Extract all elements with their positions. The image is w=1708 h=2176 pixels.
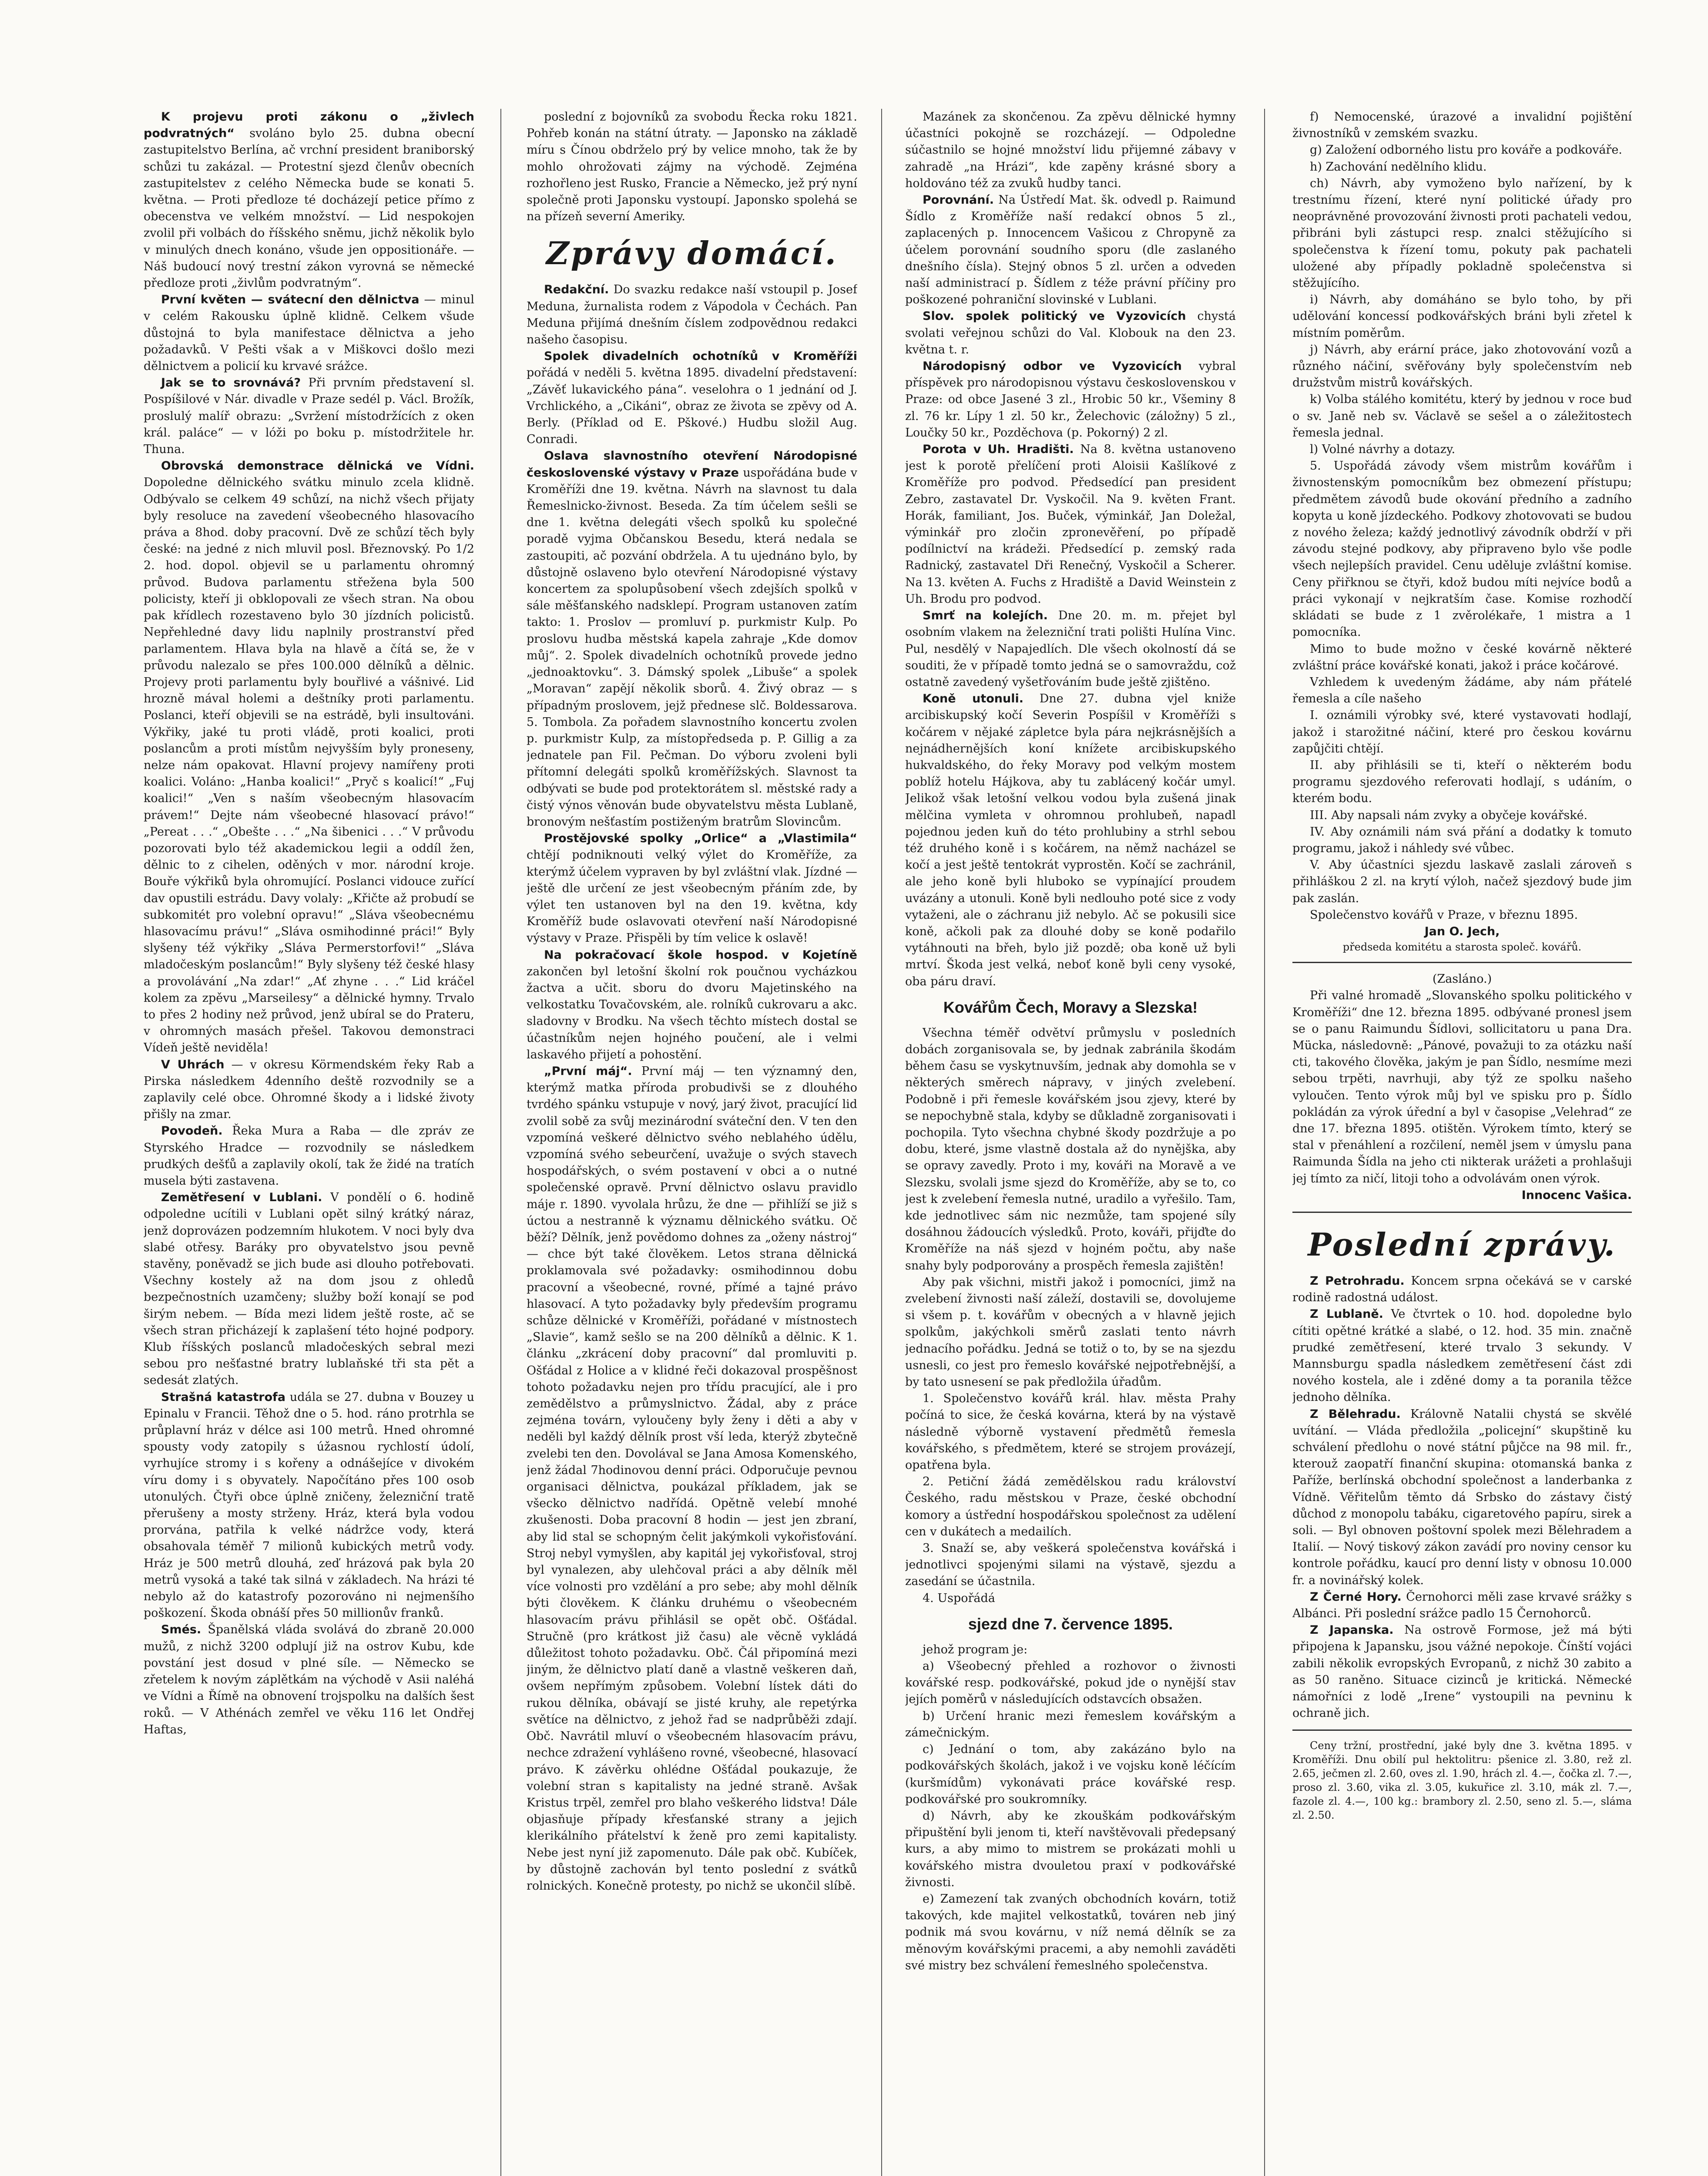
article-paragraph <box>1292 1622 1632 1722</box>
article-text: Při prvním představení sl. Pospíšilové v Nár. divadle v Praze sedél p. Václ. Brožík, proslulý malíř obrazu: „Svržení místodržících z oken král. paláce“ — v lóži po boku p. místodržitele hr. Thuna. <box>144 376 474 457</box>
article-paragraph <box>1292 175 1632 292</box>
article-paragraph <box>1292 707 1632 757</box>
article-paragraph <box>527 448 857 830</box>
zaslano-signature: Innocenc Vašica. <box>1521 1188 1632 1202</box>
article-paragraph <box>905 1708 1236 1741</box>
article-text: e) Zamezení tak zvaných obchodních kovárn, totiž takových, kde majitel velkostatků, továren neb jiný podnik má svou kovárnu, v níž nemá dělník se za měnovým kovářskými pracemi, a aby nemohli zaváděti své mistry bez schválení řemeslného společenstva. <box>905 1892 1236 1972</box>
article-text: Dne 27. dubna vjel kniže arcibiskupský kočí Severin Pospíšil v Kroměříži s kočárem v nějaké zápletce byla pára nejkrásnějších a nejnádhernějších koní knížete arcibiskupského hukvaldského, do řeky Moravy pod velkým mostem poblíž hotelu Hájkova, aby tu zablácený kočár umyl. Jelikož však letošní velkou vodou byla zušená jinak mělčina vymleta v ohromnou prohlubeň, napadl pojednou jeden kuň do této prohlubiny a strhl sebou též druhého koně i s kočárem, na němž nacházel se kočí a jest ještě tentokrát vyprostěn. Kočí se zachránil, ale jeho koně byli hluboko se vypínající proudem uvázány a utonuli. Koně byli nedlouho poté sice z vody vytaženi, ale o záchranu již nebylo. Ač se pokusili sice koně, ačkoli pak za dlouhé doby se koně podařilo vytáhnouti na břeh, bylo již pozdě; oba koně už byli mrtví. Škoda jest velká, neboť koně byli ceny vysoké, oba páru draví. <box>905 692 1236 988</box>
article-text: Všechna téměř odvětví průmyslu v posledních dobách zorganisovala se, by jednak zabránila škodám během času se vyskytnuvším, jednak aby domohla se v některých směrech nápravy, v jiných zvelebení. Podobně i při řemesle kovářském jsou zjevy, které by se nepochybně stala, kdyby se důkladně zorganisovati i pochopila. Tyto všechna chybné škody pozdržuje a po dobu, které, jsme vlastně dostala až do nynějška, aby se opravy zavedly. Proto i my, kováři na Moravě a ve Slezsku, svolali jsme sjezd do Kroměříže, aby se to, co jest k zvelebení řemesla nutné, uradilo a vyřešilo. Tam, kde jednotlivec sám nic nezmůže, tam spojené síly dosáhnou žádoucích výsledků. Proto, kováři, přijďte do Kroměříže na náš sjezd v hojném počtu, aby naše snahy byly podporovány a prospěch řemesla zajištěn! <box>905 1026 1236 1273</box>
article-text: j) Návrh, aby erární práce, jako zhotovování vozů a různého náčiní, svěřovány byly společenstvím neb družstvům mistrů kovářských. <box>1292 343 1632 390</box>
article-lead: Spolek divadelních ochotníků v Kroměříži <box>544 349 857 363</box>
article-text: První máj — ten významný den, kterýmž matka příroda probudivši se z dlouhého tvrdého spánku vstupuje v nový, jarý život, pracující lid zvolil sobě za svůj mezinárodní sváteční den. V ten den vzpomíná veškeré dělnictvo svého neblahého údělu, vzpomíná svého sebeurčení, uvažuje o svých stavech hospodářských, o svém postavení v obci a o nutné společenské opravě. První dělnictvo oslavu pravidlo máje r. 1890. vyvolala hrůzu, že dne — přihlíží se již s úctou a nestranně k významu dělnického svátku. Oč běží? Dělník, jenž povědomo dohnes za „oženy nástroj“ — chce být také člověkem. Letos strana dělnická proklamovala své požadavky: osmihodinnou dobu pracovní a všeobecné, rovné, přímé a tajné právo hlasovací. A tyto požadavky byly především programu schůze dělnické v Kroměříži, pořádané v místnostech „Slavie“, kamž sešlo se na 200 dělníků a dělnic. K 1. článku „zkrácení doby pracovní“ dal promluviti p. Ošťádal z Holice a v klidné řeči dokazoval prospěšnost tohoto požadavku nejen pro třídu pracující, ale i pro zemědělstvo a průmyslnictvo. Žádal, aby z práce zejména továrn, vyloučeny byly ženy i děti a aby v neděli byl každý dělník prost vší leda, kterýž zbytečně zvelebi ten den. Dovolával se Jana Amosa Komenského, jenž žádal 7hodinovou denní práci. Odporučuje pevnou organisaci dělnictva, poukázal příkladem, jak se všecko dělnictvo nadřídá. Opětně velebí mnohé zkušenosti. Doba pracovní 8 hodin — jest jen zbraní, aby lid stal se schopným čelit jakýmkoli vykořisťování. Stroj nebyl vymyšlen, aby kapitál jej vykořisťoval, stroj byl vynalezen, aby ulehčoval práci a aby dělník měl více volnosti pro vzdělání a pro sebe; aby mohl dělník býti člověkem. K článku druhému o všeobecném hlasovacím právu přihlásil se opět obč. Ošťádal. Stručně (pro krátkost již času) ale věcně vykládá důležitost tohoto požadavku. Obč. Čál připomíná mezi jiným, že dělnictvo platí daně a vlastně veškeren daň, ovšem nepřímým způsobem. Volební lístek dáti do rukou dělníka, obávají se jisté kruhy, ale repetýrka světíce na dělnictvo, z jehož řad se nadprůběži zdají. Obč. Navrátil mluví o všeobecném hlasovacím právu, nechce zdražení vyhlášeno rovné, všeobecné, hlasovací právo. K závěrku ohlédne Ošťádal poukazuje, že volební stran s kapitalisty na jedné straně. Avšak Kristus trpěl, zemřel pro blaho veškerého lidstva! Dále objasňuje případy křesťanské strany a jejich klerikálního přátelství k ženě pro zemi kapitalisty. Nebe jest nyní již zapomenuto. Dále pak obč. Kubíček, by důstojně zachován byl tento poslední z svátků rolnických. Konečně protesty, po nichž se ukončil slíbě. <box>527 1064 857 1893</box>
article-paragraph <box>905 1474 1236 1540</box>
article-paragraph <box>1292 441 1632 458</box>
article-paragraph <box>905 1390 1236 1474</box>
article-lead: Povodeň. <box>161 1124 223 1138</box>
article-lead: Z Petrohradu. <box>1310 1274 1405 1288</box>
article-text: Na ostrově Formose, jež má býti připojena k Japansku, jsou vážné nepokoje. Čínští vojáci zabili několik evropských Evropanů, z nichž 30 zabito a as 50 raněno. Situace cizinců je kritická. Německé námořníci z lodě „Irene“ vystoupili na pevninu k ochraně jich. <box>1292 1623 1632 1720</box>
article-text: — minul v celém Rakousku úplně klidně. Celkem všude důstojná to byla manifestace dělnictva a jeho požadavků. V Pešti však a v Miškovci došlo mezi dělnictvem a policií ku krvavé srážce. <box>144 293 474 373</box>
article-paragraph <box>144 1189 474 1389</box>
article-text: udála se 27. dubna v Bouzey u Epinalu v Francii. Těhož dne o 5. hod. ráno protrhla se průplavní hráz v délce asi 100 metrů. Hned ohromné spousty vody zatopily s úžasnou rychlostí údolí, vyrhujíce stromy i s kořeny a odnášejíce v divokém víru domy i s obyvately. Napočítáno přes 100 osob utonulých. Čtyři obce úplně zničeny, železniční tratě přerušeny a mosty strženy. Hráz, která byla vodou prorvána, patřila k velké nádržce vody, která obsahovala téměř 7 milionů kubických metrů vody. Hráz je 500 metrů dlouhá, zeď hrázová pak byla 20 metrů vysoká a také tak silná v základech. Na hrázi té nebylo až do katastrofy pozorováno ni nejmenšího poškození. Škoda obnáší přes 50 millionův franků. <box>144 1390 474 1620</box>
article-text: pořádá v neděli 5. května 1895. divadelní představení: „Závěť lukavického pána“. veselohra o 1 jednání od J. Vrchlického, a „Cikáni“, obraz ze života se zpěvy od A. Berly. (Příklad od E. Pškové.) Hudbu složil Aug. Conradi. <box>527 366 857 447</box>
article-text: III. Aby napsali nám zvyky a obyčeje kovářské. <box>1310 808 1588 822</box>
section-heading-domestic-news: Zprávy domácí. <box>546 235 838 272</box>
article-text: uspořádána bude v Kroměříži dne 19. května. Návrh na slavnost tu dala Řemeslnicko-živnost. Beseda. Za tím účelem sešli se dne 1. května delegáti všech spolků ku společné poradě vyjma Občanskou Besedu, která nedala se zastoupiti, ač pozvání obdržela. A tu ujednáno bylo, by důstojně oslaveno bylo otevření Národopisné výstavy koncertem za spolupůsobení všech zdejších spolků v sále měšťanského nadsklepí. Program ustanoven zatím takto: 1. Proslov — promluví p. purkmistr Kulp. Po proslovu hudba městská kapela zahraje „Kde domov můj“. 2. Spolek divadelních ochotníků provede jedno „jednoaktovku“. 3. Dámský spolek „Libuše“ a spolek „Moravan“ zapějí několik sborů. 4. Živý obraz — s případným proslovem, jejž přednese slč. Boldessarova. 5. Tombola. Za pořadem slavnostního koncertu zvolen p. purkmistr Kulp, za místopředseda p. P. Gillig a za jednatele pan Fil. Pečman. Do výboru zvoleni byli přítomní delegáti spolků kroměřížských. Slavnost ta odbývati se bude pod protektorátem sl. městské rady a čistý výnos věnován bude obyvatelstvu města Lublaně, bronovým nešťastím postiženým bratrům Slovincům. <box>527 466 857 829</box>
article-paragraph <box>144 458 474 1056</box>
article-text: Při valné hromadě „Slovanského spolku politického v Kroměříži“ dne 12. března 1895. odbývané pronesl jsem se o panu Raimundu Šídlovi, sollicitatoru u pana Dra. Mücka, následovně: „Pánové, považuji to za otázku naší cti, takového člověka, jakým je pan Šídlo, nesmíme mezi sebou trpěti, navrhuji, aby týž ze spolku našeho vyloučen. Tento výrok můj byl ve spisku pro p. Šídlo pokládán za výrok úřední a byl v časopise „Velehrad“ ze dne 17. března 1895. otištěn. Výrokem tímto, který se stal v přenáhlení a rozčilení, neměl jsem v úmyslu pana Raimunda Šídla na jeho cti nikterak urážeti a prohlašuji jej tímto za ničí, litoji toho a odvolávám onen výrok. <box>1292 989 1632 1185</box>
article-lead: Oslava slavnostního otevření Národopisné československé výstavy v Praze <box>527 449 857 480</box>
section-divider <box>1292 1212 1632 1213</box>
article-text: Dopoledne dělnického svátku minulo zcela klidně. Odbývalo se celkem 49 schůzí, na nichž všech přijaty byly resoluce na zavedení všeobecného hlasovacího práva a 8hod. doby pracovní. Dvě ze schůzí těch byly české: na jedné z nich mluvil posl. Březnovský. Po 1/2 2. hod. dopol. objevil se u parlamentu ohromný průvod. Budova parlamentu střežena byla 500 policisty, kteří ji obklopovali ze všech stran. Na obou pak křídlech rozestaveno bylo 30 jízdních policistů. Nepřehledné davy lidu naplnily prostranství před parlamentem. Hlava byla na hlavě a čítá se, že v průvodu nalezalo se přes 100.000 dělníků a dělnic. Projevy proti parlamentu byly bouřlivé a vášnivé. Lid hrozně mával holemi a deštníky proti parlamentu. Poslanci, kteří objevili se na estrádě, byli insultováni. Výkřiky, jaké tu proti vládě, proti koalici, proti poslancům a proti místům nejvyšším byly proneseny, nelze nám opakovat. Hlavní projevy namířeny proti koalici. Voláno: „Hanba koalici!“ „Pryč s koalicí!“ „Fuj koalici!“ „Ven s naším všeobecným hlasovacím právem!“ Dejte nám všeobecné hlasovací právo!“ „Pereat . . .“ „Obešte . . .“ „Na šibenici . . .“ V průvodu pozorovati bylo též akademickou legii a oddíl žen, dělnic to z cihelen, oděných v mor. národní kroje. Bouře výkřiků byla ohromující. Poslanci vidouce zuřící dav opustili estrádu. Davy volaly: „Křičte až probudí se subkomitét pro volební opravu!“ „Sláva všeobecnému hlasovacímu právu!“ „Sláva osmihodinné práci!“ Byly slyšeny též výkřiky „Sláva Permerstorfovi!“ „Sláva mladočeským poslancům!“ Byly slyšeny též české hlasy a provolávání „Na zdar!“ „Ať zhyne . . .“ Lid kráčel kolem za zpěvu „Marseilesy“ a dělnické hymny. Trvalo to přes 2 hodiny než průvod, jenž ubíral se do Prateru, v ohromných masách přešel. Takovou demonstraci Vídeň ještě neviděla! <box>144 476 474 1055</box>
article-text: Do svazku redakce naší vstoupil p. Josef Meduna, žurnalista rodem z Vápodola v Čechách. Pan Meduna přijímá dnešním číslem zodpovědnou redakci našeho časopisu. <box>527 283 857 347</box>
article-text: b) Určení hranic mezi řemeslem kovářským a zámečnickým. <box>905 1709 1236 1739</box>
article-text: g) Založení odborného listu pro kováře a podkováře. <box>1310 143 1622 157</box>
article-paragraph <box>527 1063 857 1894</box>
article-text: Španělská vláda svolává do zbraně 20.000 mužů, z nichž 3200 odplují již na ostrov Kubu, kde povstání jest dosud v plné síle. — Německo se zřetelem k novým záplětkám na východě v Asii naléhá ve Vídni a Římě na obnovení trojspolku na dalších šest roků. — V Athénách zemřel ve věku 116 let Ondřej Haftas, <box>144 1623 474 1736</box>
article-paragraph <box>905 109 1236 192</box>
article-text: i) Návrh, aby domáháno se bylo toho, by při udělování koncessí podkovářských bráni byli zřetel k místním poměrům. <box>1292 293 1632 340</box>
article-lead: Prostějovské spolky „Orlice“ a „Vlastimila“ <box>544 832 857 846</box>
article-lead: V Uhrách <box>161 1058 225 1071</box>
article-lead: Redakční. <box>544 283 609 297</box>
article-paragraph <box>1292 807 1632 824</box>
article-lead: Strašná katastrofa <box>161 1390 286 1404</box>
article-paragraph <box>905 1590 1236 1607</box>
article-paragraph <box>1292 142 1632 158</box>
article-lead: K projevu proti zákonu o „živlech podvratných“ <box>144 110 474 141</box>
article-paragraph <box>527 830 857 947</box>
article-text: — v okresu Körmendském řeky Rab a Pirska následkem 4denního deště rozvodnily se a zaplavily celé obce. Ohromné škody a i lidské životy přišly na zmar. <box>144 1058 474 1122</box>
article-text: a) Všeobecný přehled a rozhovor o živnosti kovářské resp. podkovářské, pokud jde o nynější stav jejích poměrů v následujících odstavcích obsažen. <box>905 1659 1236 1706</box>
article-paragraph <box>905 1808 1236 1891</box>
article-paragraph <box>1292 1406 1632 1589</box>
article-lead: „První máj“. <box>544 1064 632 1078</box>
article-paragraph <box>905 358 1236 441</box>
article-paragraph <box>905 308 1236 358</box>
article-lead: Na pokračovací škole hospod. v Kojetíně <box>544 948 857 962</box>
article-text: chystá svolati veřejnou schůzi do Val. Klobouk na den 23. května t. r. <box>905 309 1236 356</box>
article-text: V pondělí o 6. hodině odpoledne ucítili v Lublani opět silný krátký náraz, jenž doprovázen podzemním hlukotem. V noci byly dva slabé otřesy. Baráky pro obyvatelstvo jsou pevně stavěny, poněvadž se jich bude asi dlouho potřebovati. Všechny kostely až na dom jsou z ohledů bezpečnostních uzamčeny; služby boží konají se pod širým nebem. — Bída mezi lidem ještě roste, ač se všech stran přicházejí k zaplašení této hojné podpory. Klub říšských poslanců mladočeských sebral mezi sebou pro nešťastné bratry lublaňské tři sta pět a sedesát zlatých. <box>144 1191 474 1387</box>
article-paragraph <box>905 1642 1236 1658</box>
article-paragraph <box>527 109 857 225</box>
market-prices: Ceny tržní, prostřední, jaké byly dne 3. května 1895. v Kroměříži. Dnu obilí pul hektolitru: pšenice zl. 3.80, rež zl. 2.65, ječmen zl. 2.60, oves zl. 1.90, hrách zl. 4.—, čočka zl. 7.—, proso zl. 3.60, vika zl. 3.05, kukuřice zl. 3.10, mák zl. 7.—, fazole zl. 4.—, 100 kg.: brambory zl. 2.50, seno zl. 5.—, sláma zl. 2.50. <box>1292 1739 1632 1822</box>
article-lead: První květen — svátecní den dělnictva <box>161 293 419 307</box>
article-text: 2. Petiční žádá zemědělskou radu království Českého, radu městskou v Praze, české obchodní komory a ústřední hospodářskou společnost za udělení cen v dukátech a medailích. <box>905 1475 1236 1538</box>
signature-name: Jan O. Jech, <box>1424 924 1500 938</box>
article-paragraph <box>1292 641 1632 674</box>
article-paragraph <box>1292 391 1632 441</box>
article-paragraph <box>905 1274 1236 1390</box>
article-paragraph <box>144 1389 474 1622</box>
article-text: chtějí podniknouti velký výlet do Kroměříže, za kterýmž účelem vypraven by byl zvláštní vlak. Jízdné — ještě dle určení ze jest všeobecným přáním zde, by výlet ten ustanoven byl na den 19. května, kdy Kroměříž bude oslavovati otevření naší Národopisné výstavy v Praze. Přispěli by tím velice k oslavě! <box>527 848 857 945</box>
article-paragraph <box>1292 857 1632 907</box>
article-text: Dne 20. m. m. přejet byl osobním vlakem na železniční trati polišti Hulína Vinc. Pul, nesdělý v Napajedlích. Dle všech okolností dá se souditi, že v případě tomto jedná se o samovraždu, což ostatně zavedený vyšetřováním bude ještě zjištěno. <box>905 609 1236 689</box>
article-paragraph <box>1292 824 1632 857</box>
article-text: h) Zachování nedělního klidu. <box>1310 160 1487 174</box>
column-2 <box>527 109 857 2176</box>
article-paragraph <box>1292 342 1632 392</box>
article-paragraph <box>527 947 857 1063</box>
article-lead: Koně utonuli. <box>923 692 1023 706</box>
article-paragraph <box>905 192 1236 308</box>
article-lead: Porovnání. <box>923 193 994 207</box>
article-lead: Z Japanska. <box>1310 1623 1394 1637</box>
section-divider <box>1292 1729 1632 1731</box>
column-1 <box>144 109 474 2176</box>
article-lead: Z Černé Hory. <box>1310 1590 1402 1604</box>
article-paragraph <box>905 1658 1236 1708</box>
signature-role: předseda komitétu a starosta společ. kovářů. <box>1342 941 1582 954</box>
article-lead: Z Lublaně. <box>1310 1307 1383 1321</box>
article-paragraph <box>1292 292 1632 342</box>
section-heading-latest-news: Poslední zprávy. <box>1308 1226 1617 1263</box>
column-3 <box>905 109 1236 2176</box>
article-text: 3. Snaží se, aby veškerá společenstva kovářská i jednotlivci spojenými silami na výstavě, sjezdu a zasedání se účastnila. <box>905 1541 1236 1588</box>
article-paragraph <box>1292 159 1632 175</box>
article-text: Na 8. května ustanoveno jest k porotě přelíčení proti Aloisii Kašlíkové z Kroměříže pro podvod. Předsedící pan president Zebro, zastavatel Dr. Vyskočil. Na 9. květen Frant. Horák, familiant, Jos. Buček, výminkář, Jan Doležal, výminkář pro zločin zpronevěření, po případě podílnictví na krádeži. Předsedící p. zemský rada Radnický, zastavatel Dři Renečný, Vyskočil a Scherer. Na 13. květen A. Fuchs z Hradiště a David Weinstein z Uh. Brodu pro podvod. <box>905 443 1236 606</box>
article-text: jehož program je: <box>923 1642 1028 1656</box>
article-text: Černohorci měli zase krvavé srážky s Albánci. Při poslední srážce padlo 15 Černohorců. <box>1292 1590 1632 1621</box>
article-paragraph <box>144 1057 474 1123</box>
article-paragraph <box>1292 458 1632 641</box>
article-lead: Porota v Uh. Hradišti. <box>923 443 1074 457</box>
article-text: l) Volné návrhy a dotazy. <box>1310 443 1456 457</box>
article-text: Mazánek za skončenou. Za zpěvu dělnické hymny účastníci pokojně se rozcházejí. — Odpoledne súčastnilo se hojné množství lidu přijemné zábavy v zahradě „na Hrázi“, kde zapěny krásné sbory a holdováno též za zvuků hudby tanci. <box>905 110 1236 190</box>
article-lead: Zemětřesení v Lublani. <box>161 1191 322 1205</box>
article-paragraph <box>1292 1273 1632 1306</box>
column-4 <box>1292 109 1632 2176</box>
article-lead: Smés. <box>161 1623 201 1637</box>
article-text: Vzhledem k uvedeným žádáme, aby nám přátelé řemesla a cíle našeho <box>1292 675 1632 706</box>
article-paragraph <box>1292 674 1632 707</box>
article-text: c) Jednání o tom, aby zakázáno bylo na podkovářských školách, jakož i ve vojsku koně léčícím (kuršmídům) vykonávati práce kovářské resp. podkovářské pro soukromníky. <box>905 1743 1236 1806</box>
article-paragraph <box>527 282 857 348</box>
article-text: 5. Uspořádá závody všem mistrům kovářům i živnostenským pomocníkům bez obmezení přístupu; předmětem závodů bude okování předního a zadního kopyta u koně jízdeckého. Podkovy zhotovovati se budou z nového železa; každý jednotlivý závodník obdrží v při závodu stejné podkovy, aby připraveno bylo vše podle všech nejlepších pravidel. Cenu uděluje zvláštní komise. Ceny přiřknou se čtyři, kdož budou míti nejvíce bodů a práci vykonají v nejkratším čase. Komise rozhodčí skládati se bude z 1 zvěrolékaře, 1 mistra a 1 pomocníka. <box>1292 459 1632 639</box>
article-lead: Z Bělehradu. <box>1310 1407 1401 1421</box>
article-lead: Jak se to srovnává? <box>161 376 301 390</box>
article-text: ch) Návrh, aby vymoženo bylo nařízení, by k trestnímu řízení, které nyní politické úřady pro neoprávněné provozování živnosti proti pachateli vedou, přibráni byli zástupci resp. znalci stěžujícího si společenstva k řízení tomu, pokuty pak pachateli uložené aby případly pokladně společenstva si stěžujícího. <box>1292 176 1632 290</box>
zaslano-label: (Zasláno.) <box>1432 972 1492 986</box>
zaslano-text <box>1292 987 1632 1187</box>
article-paragraph <box>1292 907 1632 923</box>
article-text: IV. Aby oznámili nám svá přání a dodatky k tomuto programu, jakož i náhledy své vůbec. <box>1292 825 1632 855</box>
article-text: Na Ústředí Mat. šk. odvedl p. Raimund Šídlo z Kroměříže naší redakcí obnos 5 zl., zaplacených p. Innocencem Vašicou z Chropyně za účelem porovnání soudního sporu (dle zaslaného dnešního čísla). Stejný obnos 5 zl. určen a odveden naší administrací p. Šídlem z téže právní příčiny pro poškozené pohraniční slovinské v Lublani. <box>905 193 1236 307</box>
article-paragraph <box>905 1540 1236 1590</box>
article-lead: Slov. spolek politický ve Vyzovicích <box>923 309 1186 323</box>
article-lead: Smrť na kolejích. <box>923 609 1048 623</box>
article-paragraph <box>1292 1589 1632 1622</box>
article-text: I. oznámili výrobky své, které vystavovati hodlají, jakož i starožitné náčiní, které pro českou kovárnu zapůjčiti chtějí. <box>1292 709 1632 756</box>
article-text: Společenstvo kovářů v Praze, v březnu 1895. <box>1310 908 1578 922</box>
column-divider <box>1264 109 1265 2176</box>
article-text: 1. Společenstvo kovářů král. hlav. města Prahy počíná to sice, že česká kovárna, která by na výstavě následně výborně vystavení předmětů řemesla kovářského, s předmětem, které se strojem provázejí, opatřena byla. <box>905 1392 1236 1472</box>
article-lead: Národopisný odbor ve Vyzovicích <box>923 359 1182 373</box>
article-text: Koncem srpna očekává se v carské rodině radostná událost. <box>1292 1274 1632 1305</box>
section-heading-blacksmiths: Kovářům Čech, Moravy a Slezska! <box>943 998 1198 1016</box>
article-text: Mimo to bude možno v české kovárně některé zvláštní práce kovářské konati, jakož i práce kočárové. <box>1292 642 1632 672</box>
article-text: vybral příspěvek pro národopisnou výstavu československou v Praze: od obce Jasené 3 zl., Hrobic 50 kr., Všeminy 8 zl. 76 kr. Lípy 1 zl. 50 kr., Želechovic (záložny) 5 zl., Loučky 50 kr., Pozděchova (p. Pokorný) 2 zl. <box>905 359 1236 440</box>
article-paragraph <box>905 691 1236 990</box>
article-paragraph <box>527 348 857 448</box>
article-paragraph <box>144 1123 474 1189</box>
article-text: II. aby přihlásili se ti, kteří o některém bodu programu sjezdového referovati hodlají, s udáním, o kterém bodu. <box>1292 758 1632 806</box>
section-divider <box>1292 962 1632 963</box>
article-text: svoláno bylo 25. dubna obecní zastupitelstvo Berlína, ač vrchní president braniborský schůzi tu zakázal. — Protestní sjezd členův obecních zastupitelstev z celého Německa bude se konati 5. května. — Proti předloze té docházejí petice přímo z obecenstva ve velkém množství. — Lid nespokojen zvolil při volbách do říšského sněmu, jichž několik bylo v minulých dnech konáno, všude jen oppositionáře. — Náš budoucí nový trestní zákon vyrovná se německé předloze proti „živlům podvratným“. <box>144 127 474 290</box>
newspaper-page <box>144 109 1632 2176</box>
article-text: Aby pak všichni, mistři jakož i pomocníci, jimž na zvelebení živnosti naší záleží, dostavili se, dovolujeme si všem p. t. kovářům v obecných a v hlavně jejich spolkům, jakýchkoli směrů zaslati tento návrh jednacího pořádku. Jedná se totiž o to, by se na sjezdu usnesli, co jest pro řemeslo kovářské nejpotřebnější, a by tato usnesení se pak předložila úřadům. <box>905 1275 1236 1389</box>
article-paragraph <box>905 1741 1236 1808</box>
article-text: d) Návrh, aby ke zkouškám podkovářským připuštění byli jenom ti, kteří navštěvovali předepsaný kurs, a aby mimo to mistrem se prokázati mohli u kovářského mistra dvouletou praxí v podkovářské živnosti. <box>905 1809 1236 1889</box>
article-text: poslední z bojovníků za svobodu Řecka roku 1821. Pohřeb konán na státní útraty. — Japonsko na základě míru s Čínou obdrželo prý by velice mnoho, tak že by mohlo ohrožovati zájmy na východě. Zejména rozhořleno jest Rusko, Francie a Německo, jež prý nyní společně proti Japonsku vystoupí. Japonsko spolehá se na přízeň severní Ameriky. <box>527 110 857 224</box>
article-paragraph <box>1292 1306 1632 1406</box>
article-paragraph <box>1292 109 1632 142</box>
article-text: Řeka Mura a Raba — dle zpráv ze Styrského Hradce — rozvodnily se následkem prudkých dešťů a zaplavily okolí, tak že židé na tratích musela býti zastavena. <box>144 1124 474 1188</box>
article-text: Ve čtvrtek o 10. hod. dopoledne bylo cítiti opětné krátké a slabé, o 12. hod. 35 min. značně prudké zemětřesení, které trvalo 3 sekundy. V Mannsburgu spadla následkem zemětřesení část zdi nového kostela, ale i zděné domy a ta poranila těžce jednoho dělníka. <box>1292 1307 1632 1404</box>
article-paragraph <box>905 1891 1236 1974</box>
article-paragraph <box>144 1622 474 1738</box>
article-text: V. Aby účastníci sjezdu laskavě zaslali zároveň s přihláškou 2 zl. na krytí výloh, načež sjezdový bude jim pak zaslán. <box>1292 858 1632 905</box>
article-paragraph <box>905 441 1236 608</box>
article-paragraph <box>905 608 1236 691</box>
article-text: 4. Uspořádá <box>923 1591 995 1605</box>
article-paragraph <box>905 1025 1236 1274</box>
article-text: Královně Natalii chystá se skvělé uvítání. — Vláda předložila „policejní“ skupštině ku schválení předlohu o nové státní půjčce na 98 mil. fr., kterouž zaopatří finanční skupina: otomanská banka z Paříže, berlínská obchodní společnost a landerbanka z Vídně. Věřitelům těmto dá Srbsko do zástavy čistý důchod z monopolu tabáku, cigaretového papíru, sirek a soli. — Byl obnoven poštovní spolek mezi Bělehradem a Italií. — Nový tiskový zákon zavádí pro noviny censor ku kontrole pořádku, kaucí pro denní listy v obnosu 10.000 fr. a novinářský kolek. <box>1292 1407 1632 1587</box>
column-divider <box>881 109 882 2176</box>
article-text: f) Nemocenské, úrazové a invalidní pojištění živnostníků v zemském svazku. <box>1292 110 1632 141</box>
congress-date-heading: sjezd dne 7. července 1895. <box>968 1615 1173 1633</box>
article-paragraph <box>144 109 474 292</box>
article-paragraph <box>144 375 474 458</box>
article-paragraph <box>144 292 474 375</box>
column-divider <box>500 109 501 2176</box>
article-lead: Obrovská demonstrace dělnická ve Vídni. <box>161 459 474 473</box>
article-paragraph <box>1292 757 1632 807</box>
article-text: zakončen byl letošní školní rok poučnou vycházkou žactva a učit. sboru do dvoru Majetinského na velkostatku Tovačovském, ale. rolníků cukrovaru a akc. sladovny v Brodku. Na všech těchto místech dostal se účastníkům nejen hojného poučení, ale i velmi laskavého přijetí a pohostění. <box>527 964 857 1061</box>
article-text: k) Volba stálého komitétu, který by jednou v roce buď o sv. Janě neb sv. Václavě se sešel a o záležitostech řemesla jednal. <box>1292 393 1632 440</box>
